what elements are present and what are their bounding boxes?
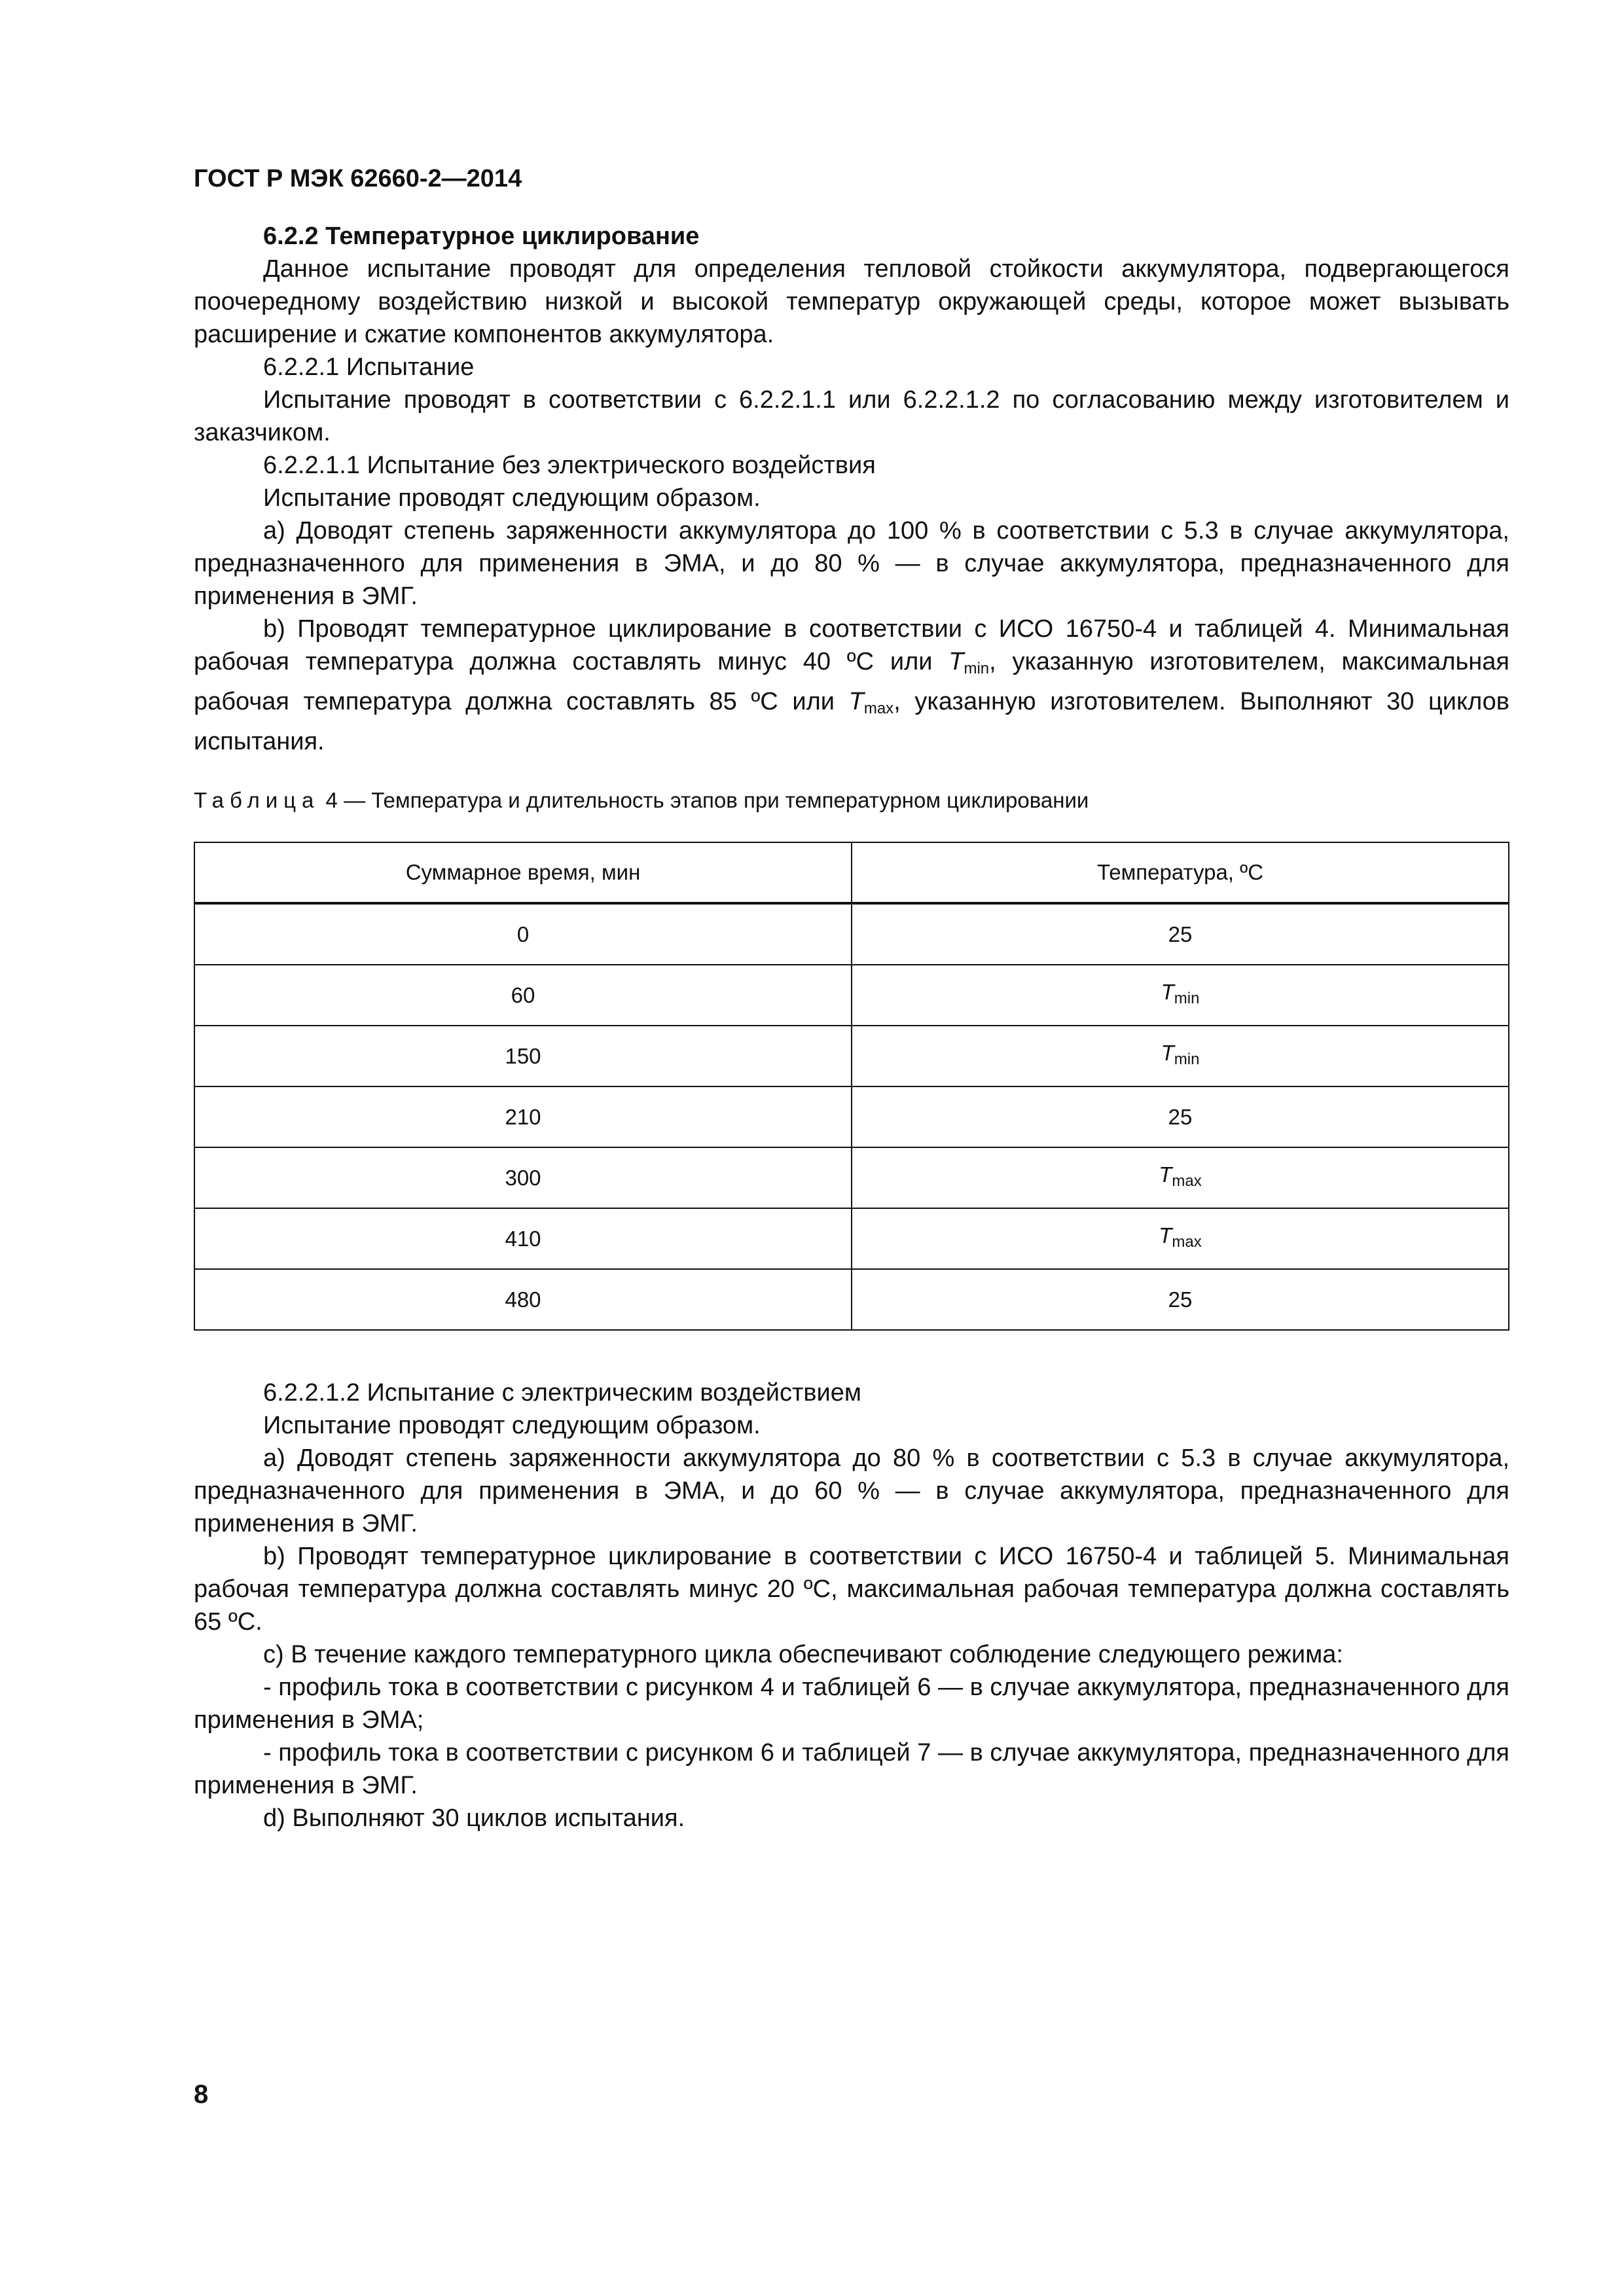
tmin-subscript: min (964, 660, 990, 677)
temperature-cell (852, 1269, 1509, 1330)
table-row (194, 903, 1509, 965)
temperature-cell (852, 903, 1509, 965)
table-body (194, 903, 1509, 1330)
table-caption (194, 784, 1509, 817)
section-intro: Данное испытание проводят для определения тепловой стойкости аккумулятора, подвергающегося поочередному воздействию низкой и высокой температур окружающей среды, которое может вызывать расширение и сжатие компонентов аккумулятора. (194, 255, 1509, 348)
subsection-1-item-a: а) Доводят степень заряженности аккумулятора до 100 % в соответствии с 5.3 в случае аккумулятора, предназначенного для применения в ЭМА, и до 80 % — в случае аккумулятора, предназначенного для применения в ЭМГ. (194, 517, 1509, 610)
temperature-value: T (1161, 1040, 1174, 1065)
subsection-2-item-b: b) Проводят температурное циклирование в соответствии с ИСО 16750-4 и таблицей 5. Минимальная рабочая температура должна составлять минус 20 ºС, максимальная рабочая температура должна составлять 65 ºС. (194, 1543, 1509, 1636)
temperature-value: 25 (1168, 1104, 1193, 1129)
tmax-subscript: max (863, 700, 894, 717)
subsection-2-intro: Испытание проводят следующим образом. (263, 1412, 761, 1439)
header-cumulative-time: Суммарное время, мин (194, 842, 852, 903)
temperature-cell (852, 1208, 1509, 1269)
temperature-cell (852, 1026, 1509, 1086)
item-b-text-1: b) Проводят температурное циклирование в соответствии с ИСО 16750-4 и таблицей 4. Минимальная рабочая температура должна составлять минус 40 ºС или (194, 615, 1509, 675)
time-cell: 410 (194, 1208, 852, 1269)
table-row (194, 1208, 1509, 1269)
table-row (194, 1147, 1509, 1208)
section-heading: 6.2.2 Температурное циклирование (263, 223, 700, 250)
temperature-subscript: max (1172, 1172, 1202, 1190)
subsection-1-item-b (194, 613, 1509, 758)
test-title: 6.2.2.1 Испытание (263, 353, 475, 381)
temperature-value: T (1161, 979, 1174, 1004)
subsection-2-item-a: а) Доводят степень заряженности аккумулятора до 80 % в соответствии с 5.3 в случае аккумулятора, предназначенного для применения в ЭМА, и до 60 % — в случае аккумулятора, предназначенного для применения в ЭМГ. (194, 1444, 1509, 1537)
table-caption-text: 4 — Температура и длительность этапов при температурном циклировании (319, 788, 1089, 812)
table-row (194, 1269, 1509, 1330)
temperature-value: 25 (1168, 1287, 1193, 1312)
table-header-row (194, 842, 1509, 903)
subsection-2-item-c: с) В течение каждого температурного цикла обеспечивают соблюдение следующего режима: (263, 1641, 1343, 1668)
temperature-subscript: min (1174, 989, 1200, 1007)
document-body (194, 220, 1509, 1835)
table-row (194, 965, 1509, 1026)
subsection-2-item-c-dash-1: - профиль тока в соответствии с рисунком 4 и таблицей 6 — в случае аккумулятора, предназначенного для применения в ЭМА; (194, 1674, 1509, 1734)
subsection-2-title: 6.2.2.1.2 Испытание с электрическим воздействием (263, 1379, 862, 1407)
time-cell: 300 (194, 1147, 852, 1208)
item-b-text-2: , указанную изготовителем, максимальная рабочая температура должна составлять 85 ºС или (194, 648, 1509, 715)
header-temperature: Температура, ºС (852, 842, 1509, 903)
tmin-symbol: T (948, 648, 964, 675)
temperature-cell (852, 965, 1509, 1026)
table-row (194, 1086, 1509, 1147)
subsection-2-item-d: d) Выполняют 30 циклов испытания. (263, 1804, 685, 1832)
test-text: Испытание проводят в соответствии с 6.2.2.1.1 или 6.2.2.1.2 по согласованию между изготовителем и заказчиком. (194, 386, 1509, 446)
subsection-2-item-c-dash-2: - профиль тока в соответствии с рисунком 6 и таблицей 7 — в случае аккумулятора, предназначенного для применения в ЭМГ. (194, 1739, 1509, 1799)
table-row (194, 1026, 1509, 1086)
item-b-text-3: , указанную изготовителем. Выполняют 30 циклов испытания. (194, 688, 1509, 755)
time-cell: 0 (194, 903, 852, 965)
table-caption-prefix: Таблица (194, 788, 320, 812)
subsection-1-intro: Испытание проводят следующим образом. (263, 484, 761, 512)
document-header: ГОСТ Р МЭК 62660-2—2014 (194, 165, 522, 192)
temperature-cell (852, 1086, 1509, 1147)
temperature-value: T (1159, 1162, 1172, 1187)
temperature-cell (852, 1147, 1509, 1208)
time-cell: 150 (194, 1026, 852, 1086)
tmax-symbol: T (848, 688, 864, 715)
time-cell: 60 (194, 965, 852, 1026)
temperature-value: 25 (1168, 922, 1193, 946)
time-cell: 210 (194, 1086, 852, 1147)
page-number: 8 (194, 2080, 209, 2109)
temperature-value: T (1159, 1223, 1172, 1247)
temperature-subscript: min (1174, 1050, 1200, 1068)
subsection-1-title: 6.2.2.1.1 Испытание без электрического воздействия (263, 452, 876, 479)
temperature-cycle-table (194, 842, 1509, 1331)
time-cell: 480 (194, 1269, 852, 1330)
temperature-subscript: max (1172, 1232, 1202, 1251)
